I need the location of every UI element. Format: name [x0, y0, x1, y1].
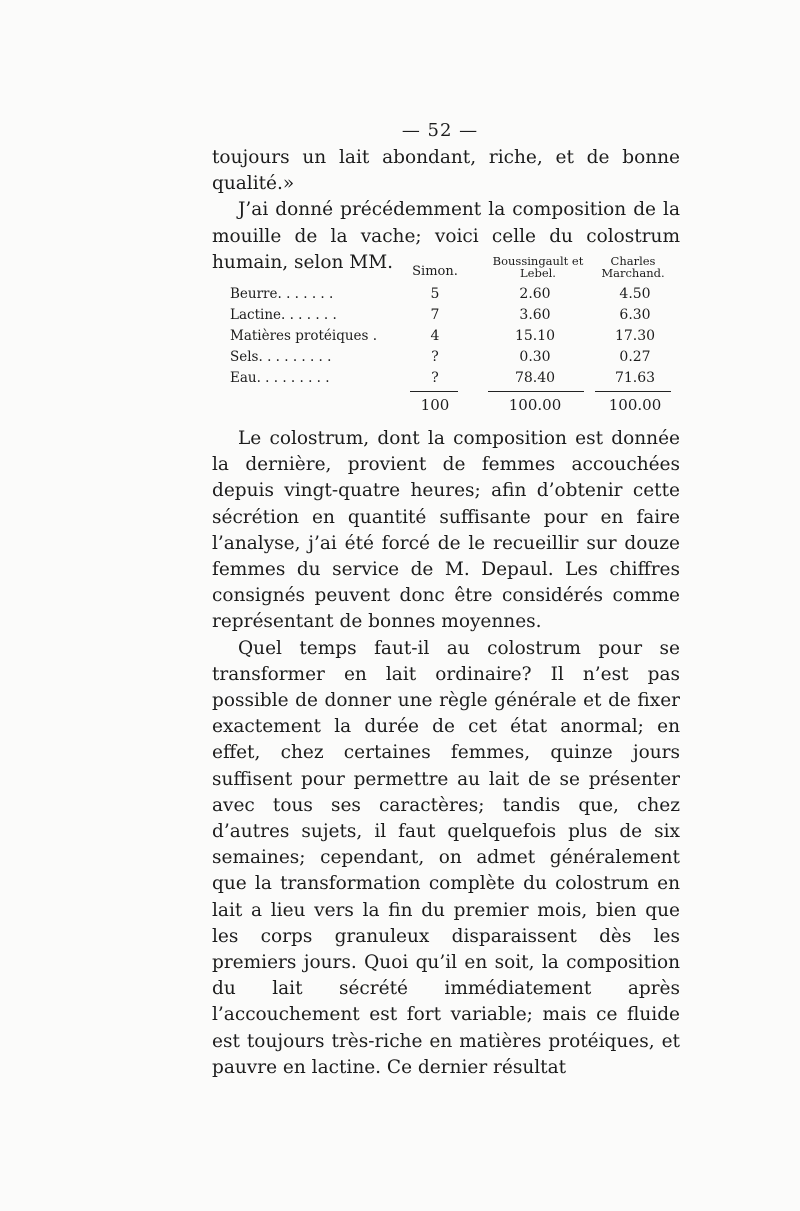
cell-simon: 4	[430, 328, 440, 344]
cell-charles: 4.50	[619, 286, 651, 302]
header-boussingault: Boussingault et Lebel.	[492, 254, 584, 280]
composition-table	[220, 250, 680, 415]
cell-charles: 17.30	[614, 328, 656, 344]
row-label: Sels. . . . . . . . .	[230, 349, 332, 365]
row-label: Matières protéiques .	[230, 328, 378, 344]
table-row	[220, 305, 680, 326]
table-row	[220, 368, 680, 389]
table-totals-row	[220, 391, 680, 415]
page-number: — 52 —	[401, 120, 479, 141]
cell-simon: 7	[430, 307, 440, 323]
cell-boussingault: 3.60	[519, 307, 551, 323]
row-label: Lactine. . . . . . .	[230, 307, 337, 323]
header-charles: Charles Marchand.	[601, 254, 665, 280]
row-label: Beurre. . . . . . .	[230, 286, 334, 302]
cell-charles: 71.63	[614, 370, 656, 386]
cell-simon: ?	[431, 349, 439, 365]
table-row	[220, 347, 680, 368]
row-label: Eau. . . . . . . . .	[230, 370, 330, 386]
cell-boussingault: 0.30	[519, 349, 551, 365]
total-rule	[488, 391, 584, 392]
total-simon: 100	[420, 396, 450, 414]
total-rule	[410, 391, 458, 392]
paragraph-intro-table: J’ai donné précédemment la composition de la mouille de la vache; voici celle du colostrum humain, selon MM.	[212, 199, 680, 273]
cell-charles: 6.30	[619, 307, 651, 323]
table-row	[220, 326, 680, 347]
cell-boussingault: 15.10	[514, 328, 556, 344]
cell-boussingault: 78.40	[514, 370, 556, 386]
paragraph-transformation-time: Quel temps faut-il au colostrum pour se transformer en lait ordinaire? Il n’est pas possible de donner une règle générale et de fixer exactement la durée de cet état anormal; en effet, chez certaines femmes, quinze jours suffisent pour permettre au lait de se présenter avec tous ses caractères; tandis que, chez d’autres sujets, il faut quelquefois plus de six semaines; cependant, on admet généralement que la transformation complète du colostrum en lait a lieu vers la fin du premier mois, bien que les corps granuleux disparaissent dès les premiers jours. Quoi qu’il en soit, la composition du lait sécrété immédiatement après l’accouchement est fort variable; mais ce fluide est toujours très-riche en matières protéiques, et pauvre en lactine. Ce dernier résultat	[212, 637, 680, 1078]
paragraph-colostrum-origin: Le colostrum, dont la composition est donnée la dernière, provient de femmes accouchées depuis vingt-quatre heures; afin d’obtenir cette sécrétion en quantité suffisante pour en faire l’analyse, j’ai été forcé de le recueillir sur douze femmes du service de M. Depaul. Les chiffres consignés peuvent donc être considérés comme représentant de bonnes moyennes.	[212, 428, 680, 633]
total-rule	[595, 391, 671, 392]
paragraph-continuation: toujours un lait abondant, riche, et de bonne qualité.»	[212, 147, 680, 195]
total-boussingault: 100.00	[508, 396, 562, 414]
cell-simon: ?	[431, 370, 439, 386]
total-charles: 100.00	[608, 396, 662, 414]
cell-charles: 0.27	[619, 349, 651, 365]
table-row	[220, 284, 680, 305]
body-text	[212, 426, 680, 1081]
header-simon: Simon.	[412, 264, 458, 279]
cell-boussingault: 2.60	[519, 286, 551, 302]
table-header	[220, 250, 680, 284]
cell-simon: 5	[430, 286, 440, 302]
